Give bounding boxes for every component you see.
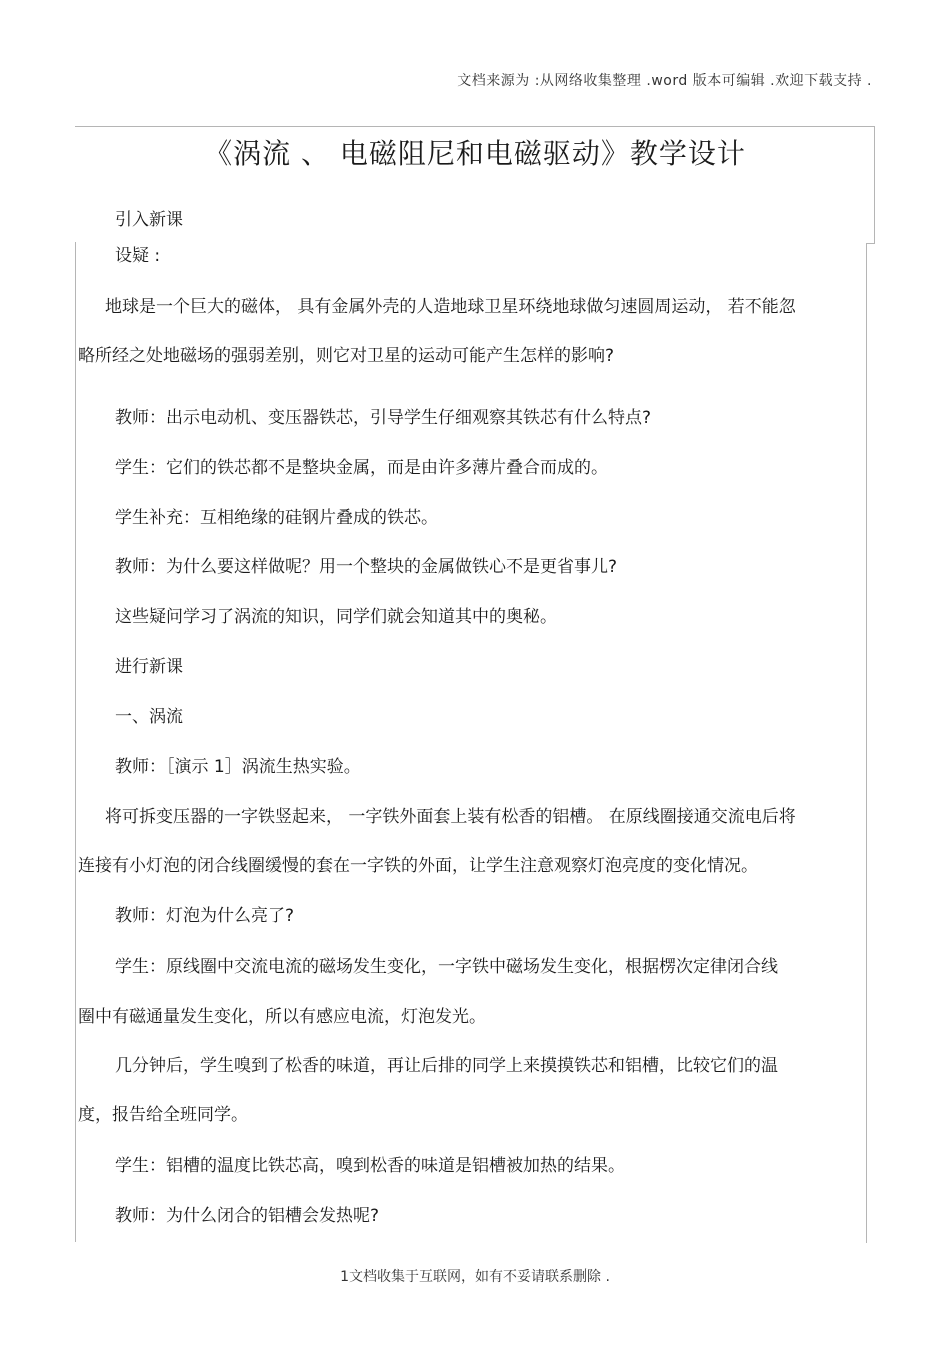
header-note: 文档来源为 :从网络收集整理 .word 版本可编辑 .欢迎下载支持 . bbox=[457, 73, 872, 89]
table-border-left bbox=[75, 242, 76, 1242]
section-new-lesson: 进行新课 bbox=[115, 657, 183, 677]
transition-line: 这些疑问学习了涡流的知识，同学们就会知道其中的奥秘。 bbox=[115, 607, 557, 627]
teacher-line-2: 教师：为什么要这样做呢？用一个整块的金属做铁心不是更省事儿? bbox=[115, 557, 618, 577]
teacher-line-3: 教师：［演示 1］涡流生热实验。 bbox=[115, 757, 361, 777]
section-intro: 引入新课 bbox=[115, 210, 183, 230]
para3-line1: 几分钟后，学生嗅到了松香的味道，再让后排的同学上来摸摸铁芯和铝槽，比较它们的温 bbox=[115, 1056, 778, 1076]
table-border-mid bbox=[866, 243, 875, 244]
teacher-line-4: 教师：灯泡为什么亮了? bbox=[115, 906, 295, 926]
heading-eddy-current: 一、涡流 bbox=[115, 707, 183, 727]
document-title: 《涡流 、 电磁阻尼和电磁驱动》教学设计 bbox=[204, 137, 746, 170]
para1-line1: 地球是一个巨大的磁体， 具有金属外壳的人造地球卫星环绕地球做匀速圆周运动， 若不能忽 bbox=[105, 297, 796, 317]
para2-line2: 连接有小灯泡的闭合线圈缓慢的套在一字铁的外面，让学生注意观察灯泡亮度的变化情况。 bbox=[78, 856, 758, 876]
student-line-2b: 圈中有磁通量发生变化，所以有感应电流，灯泡发光。 bbox=[78, 1007, 486, 1027]
student-line-3: 学生：铝槽的温度比铁芯高，嗅到松香的味道是铝槽被加热的结果。 bbox=[115, 1156, 625, 1176]
table-border-right-lower bbox=[866, 243, 867, 1243]
para3-line2: 度，报告给全班同学。 bbox=[78, 1105, 248, 1125]
teacher-line-1: 教师：出示电动机、变压器铁芯，引导学生仔细观察其铁芯有什么特点? bbox=[115, 408, 652, 428]
question-label: 设疑 : bbox=[115, 246, 161, 266]
student-supplement: 学生补充：互相绝缘的硅钢片叠成的铁芯。 bbox=[115, 508, 438, 528]
student-line-2a: 学生：原线圈中交流电流的磁场发生变化，一字铁中磁场发生变化，根据楞次定律闭合线 bbox=[115, 957, 778, 977]
student-line-1: 学生：它们的铁芯都不是整块金属，而是由许多薄片叠合而成的。 bbox=[115, 458, 608, 478]
footer-note: 1文档收集于互联网，如有不妥请联系删除 . bbox=[340, 1269, 610, 1285]
para2-line1: 将可拆变压器的一字铁竖起来， 一字铁外面套上装有松香的铝槽。 在原线圈接通交流电后将 bbox=[105, 807, 796, 827]
table-border-top bbox=[75, 126, 875, 127]
teacher-line-5: 教师：为什么闭合的铝槽会发热呢? bbox=[115, 1206, 380, 1226]
para1-line2: 略所经之处地磁场的强弱差别，则它对卫星的运动可能产生怎样的影响? bbox=[78, 346, 615, 366]
